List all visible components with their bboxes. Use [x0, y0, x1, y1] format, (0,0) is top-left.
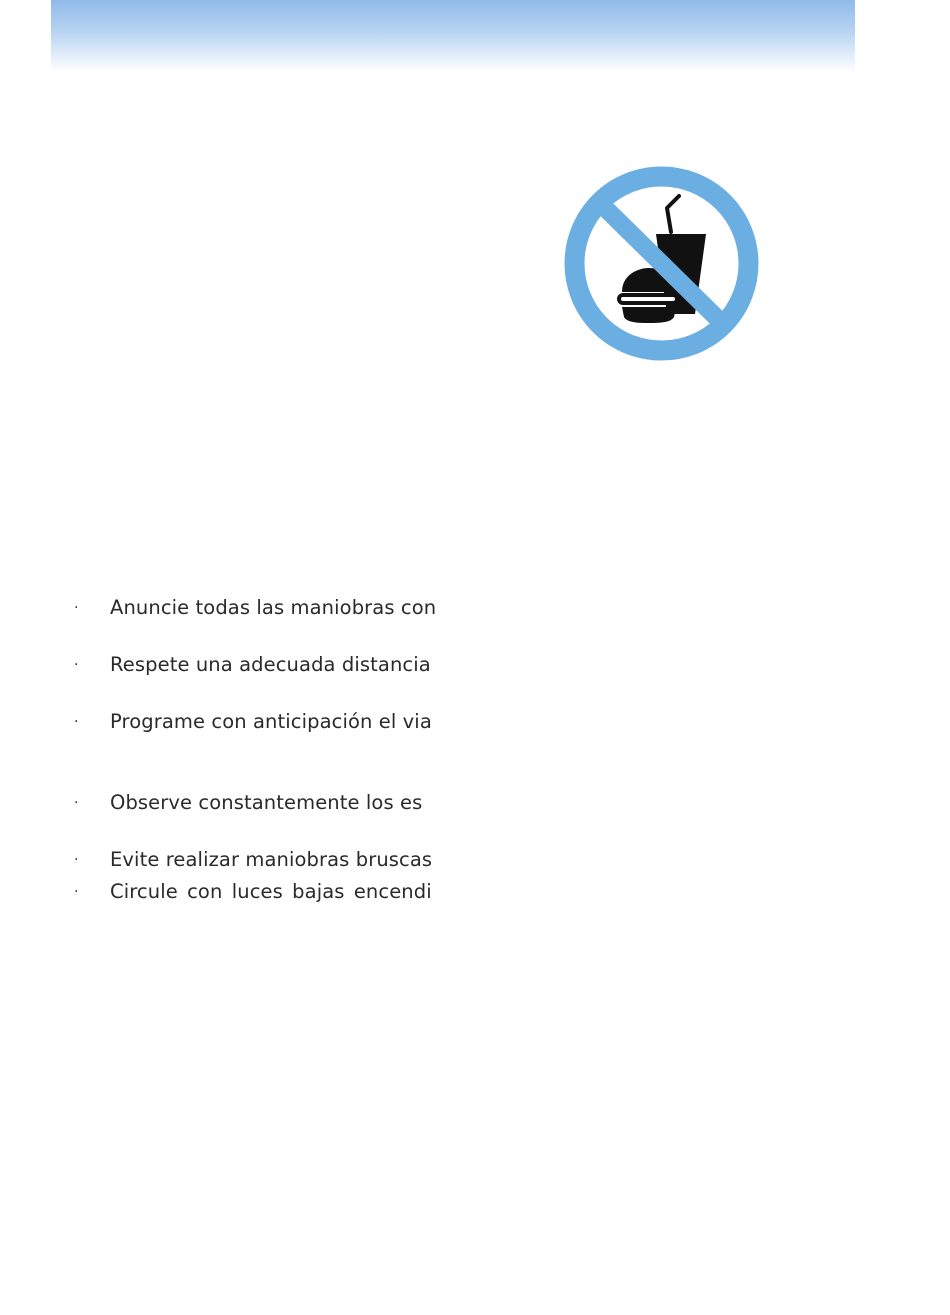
list-item-text: Observe constantemente los es [110, 791, 423, 814]
list-item-text: Respete una adecuada distancia [110, 653, 431, 676]
bullet-marker: · [74, 852, 79, 868]
bullet-marker: · [74, 600, 79, 616]
list-item-text: Circule con luces bajas encendi [110, 880, 432, 903]
list-item-text: Evite realizar maniobras bruscas [110, 848, 433, 871]
no-food-or-drink-icon [563, 166, 760, 361]
bullet-marker: · [74, 657, 79, 673]
bullet-marker: · [74, 884, 79, 900]
list-item-text: Anuncie todas las maniobras con [110, 596, 437, 619]
header-band [51, 0, 855, 72]
bullet-marker: · [74, 714, 79, 730]
list-item-text: Programe con anticipación el via [110, 710, 432, 733]
bullet-marker: · [74, 795, 79, 811]
